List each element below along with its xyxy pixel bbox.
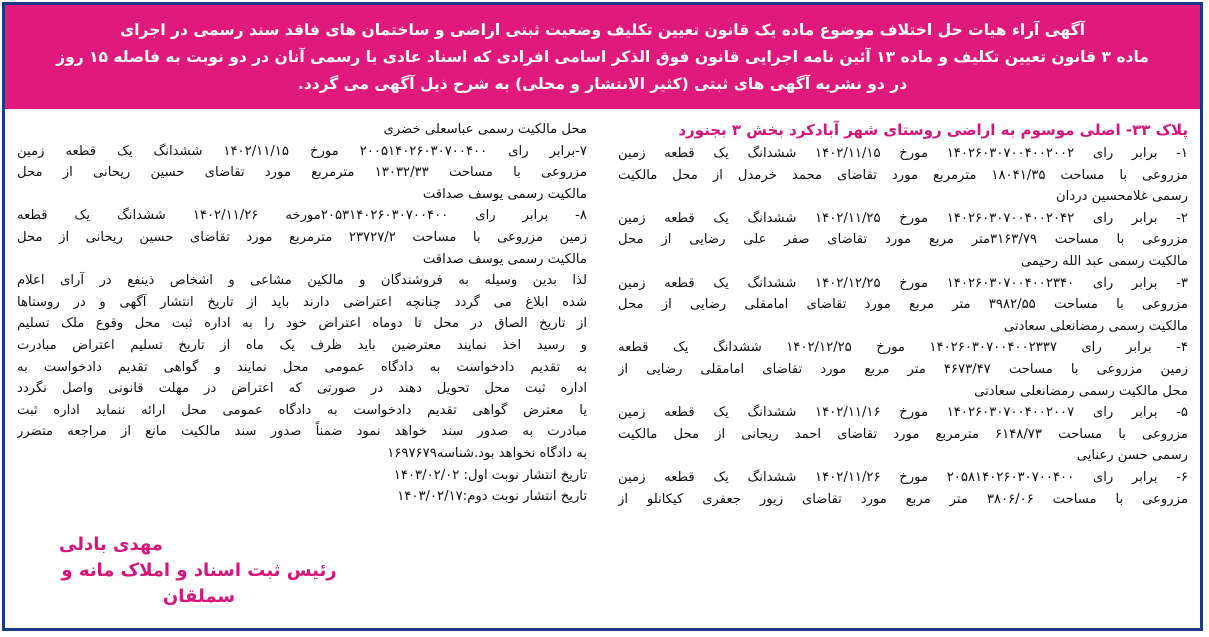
- text-line: محل مالکیت رسمی رمضانعلی سعادتی: [974, 383, 1188, 399]
- text-line: زمین مزروعی با مساحت ۴۶۷۳/۴۷ متر مربع مورد تقاضای امامقلی رضایی از: [618, 361, 1188, 377]
- text-line: لذا بدین وسیله به فروشندگان و مالکین مشاعی و اشخاص ذینفع در آرای اعلام: [17, 273, 587, 289]
- text-line: مزروعی با مساحت ۱۸۰۴۱/۳۵ مترمربع مورد تقاضای محمد خرمدل از محل مالکیت: [618, 167, 1188, 183]
- notice-header: [5, 5, 1200, 109]
- text-line: مزروعی با مساحت ۶۱۴۸/۷۳ مترمربع مورد تقاضای احمد ریحانی از محل مالکیت: [618, 426, 1188, 442]
- header-line-1: آگهی آراء هیات حل اختلاف موضوع ماده یک قانون تعیین تکلیف وضعیت ثبتی اراضی و ساختمان های فاقد سند رسمی در اجرای: [120, 20, 1085, 39]
- text-line: ۶- برابر رای ۲۰۵۸۱۴۰۲۶۰۳۰۷۰۰۴۰۰ مورخ ۱۴۰۲/۱۱/۲۶ ششدانگ یک قطعه زمین: [618, 469, 1188, 485]
- publication-date-second: تاریخ انتشار نوبت دوم:۱۴۰۳/۰۲/۱۷: [397, 489, 587, 505]
- text-line: ۵- برابر رای ۱۴۰۲۶۰۳۰۷۰۰۴۰۰۲۰۰۷ مورخ ۱۴۰۲/۱۱/۱۶ ششدانگ یک قطعه زمین: [618, 405, 1188, 421]
- header-line-2: ماده ۳ قانون تعیین تکلیف و ماده ۱۳ آئین نامه اجرایی قانون فوق الذکر اسامی افرادی که اسناد عادی یا رسمی آنان در دو نوبت به فاصله ۱۵ روز: [56, 47, 1149, 66]
- left-column: [17, 119, 587, 620]
- right-column: [618, 119, 1188, 620]
- text-line: از تاریخ الصاق در محل تا دوماه اعتراض خود را به اداره ثبت محل وقوع ملک تسلیم: [17, 316, 587, 332]
- text-line: مزروعی با مساحت ۳۸۰۶/۰۶ متر مربع مورد تقاضای زیور جعفری کیکانلو از: [618, 491, 1188, 507]
- text-line: ۷-برابر رای ۲۰۰۵۱۴۰۲۶۰۳۰۷۰۰۴۰۰ مورخ ۱۴۰۲/۱۱/۱۵ ششدانگ یک قطعه زمین: [17, 143, 587, 159]
- text-line: به تقدیم دادخواست به دادگاه عمومی محل نمایند و گواهی تقدیم دادخواست به: [17, 359, 587, 375]
- notice-body: [17, 119, 1188, 620]
- text-line: زمین مزروعی با مساحت ۲۳۷۲۷/۲ مترمربع مورد تقاضای حسین ریحانی از محل: [17, 229, 587, 245]
- text-line: ۴- برابر رای ۱۴۰۲۶۰۳۰۷۰۰۴۰۰۲۳۳۷ مورخ ۱۴۰۲/۱۲/۲۵ ششدانگ یک قطعه: [618, 340, 1188, 356]
- signatory-name: مهدی بادلی: [59, 534, 163, 555]
- text-line: ۳- برابر رای ۱۴۰۲۶۰۳۰۷۰۰۴۰۰۲۳۴۰ مورخ ۱۴۰۲/۱۲/۲۵ ششدانگ یک قطعه زمین: [618, 275, 1188, 291]
- text-line: ۲- برابر رای ۱۴۰۲۶۰۳۰۷۰۰۴۰۰۲۰۴۲ مورخ ۱۴۰۲/۱۱/۲۵ ششدانگ یک قطعه زمین: [618, 210, 1188, 226]
- notice-frame: [2, 2, 1203, 631]
- text-line: مزروعی با مساحت ۳۹۸۲/۵۵ متر مربع مورد تقاضای امامقلی رضایی از محل: [618, 297, 1188, 313]
- text-line: مالکیت رسمی یوسف صداقت: [422, 186, 587, 202]
- text-line: رسمی حسن رعنایی: [1076, 448, 1188, 464]
- publication-date-first: تاریخ انتشار نوبت اول: ۱۴۰۳/۰۲/۰۲: [393, 467, 587, 483]
- text-line: مالکیت رسمی عبد الله رحیمی: [1020, 253, 1188, 269]
- text-line: محل مالکیت رسمی عباسعلی خضری: [383, 122, 587, 137]
- text-line: مبادرت به صدور سند خواهد نمود ضمناً صدور سند مالکیت مانع از مراجعه متضرر: [17, 424, 587, 440]
- signature-block: [39, 532, 359, 610]
- text-line: و رسید اخذ نمایند معترضین باید ظرف یک ماه از تاریخ تسلیم اعتراض مبادرت: [17, 337, 587, 353]
- text-line: مزروعی با مساحت ۳۱۶۳/۷۹متر مربع مورد تقاضای صفر علی رضایی از محل: [618, 232, 1188, 248]
- text-line: ۸- برابر رای ۲۰۵۳۱۴۰۲۶۰۳۰۷۰۰۴۰۰مورخه ۱۴۰۲/۱۱/۲۶ ششدانگ یک قطعه: [17, 208, 587, 224]
- text-line: شده ابلاغ می گردد چنانچه اعتراضی دارند باید از تاریخ انتشار آگهی و در روستاها: [17, 294, 587, 310]
- text-line: به دادگاه نخواهد بود.شناسه۱۶۹۷۶۷۹: [387, 445, 587, 461]
- text-line: ۱- برابر رای ۱۴۰۲۶۰۳۰۷۰۰۴۰۰۲۰۰۲ مورخ ۱۴۰۲/۱۱/۱۵ ششدانگ یک قطعه زمین: [618, 146, 1188, 161]
- section-title: پلاک ۳۳- اصلی موسوم به اراضی روستای شهر آبادکرد بخش ۳ بجنورد: [678, 121, 1188, 139]
- text-line: اداره ثبت محل تحویل دهند در صورتی که اعتراض در مهلت قانونی واصل نگردد: [17, 381, 587, 397]
- text-line: مزروعی با مساحت ۱۳۰۳۲/۳۳ مترمربع مورد تقاضای حسین ریحانی از محل: [17, 165, 587, 181]
- signatory-title: رئیس ثبت اسناد و املاک مانه و سملقان: [61, 560, 337, 607]
- text-line: مالکیت رسمی رمضانعلی سعادتی: [1003, 318, 1188, 334]
- header-line-3: در دو نشریه آگهی های ثبتی (کثیر الانتشار و محلی) به شرح ذیل آگهی می گردد.: [297, 74, 908, 93]
- text-line: یا معترض گواهی تقدیم دادخواست به دادگاه عمومی محل ارائه ننماید اداره ثبت: [17, 402, 587, 418]
- text-line: رسمی غلامحسین دردان: [1055, 189, 1188, 205]
- text-line: مالکیت رسمی یوسف صداقت: [422, 251, 587, 267]
